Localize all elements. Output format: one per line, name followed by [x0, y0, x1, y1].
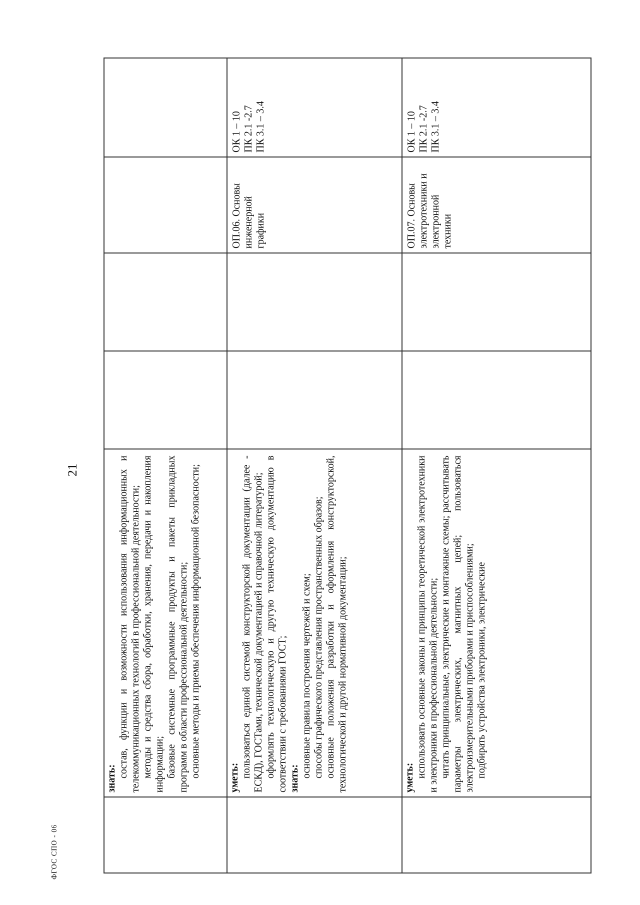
discipline-cell [227, 157, 402, 253]
empty-cell [104, 797, 227, 873]
requirements-cell [227, 449, 402, 797]
empty-cell [402, 351, 591, 449]
discipline-name [104, 158, 108, 253]
know-heading: знать: [289, 764, 300, 793]
empty-cell [402, 797, 591, 873]
empty-cell [227, 351, 402, 449]
curriculum-table [103, 58, 591, 874]
can-heading: уметь: [404, 762, 415, 793]
competencies-cell [227, 58, 402, 157]
can-heading: уметь: [229, 762, 240, 793]
rotated-page [50, 53, 590, 888]
competencies [104, 59, 108, 157]
discipline-name: ОП.07. Основы электротехники и электронной техники [406, 173, 453, 249]
requirements-cell [104, 449, 227, 797]
empty-cell [104, 253, 227, 351]
table-row [104, 58, 227, 873]
know-item: способы графического представления пространственных образов; [313, 496, 324, 779]
document-code: ФГОС СПО - 06 [50, 824, 58, 880]
empty-cell [104, 351, 227, 449]
competencies-cell [104, 58, 227, 157]
discipline-cell [104, 157, 227, 253]
can-item: оформлять технологическую и другую техническую документацию в соответствии с требованиями ГОСТ; [265, 455, 288, 793]
requirements-cell [402, 449, 591, 797]
competencies-cell [402, 58, 591, 157]
competency-item: ПК 3.1 – 3.4 [255, 101, 266, 153]
can-item: использовать основные законы и принципы теоретической электротехники и электроники в профессиональной деятельности; [416, 455, 439, 793]
competency-item: ПК 2.1 -2.7 [418, 105, 429, 153]
competency-item: ОК 1 – 10 [406, 111, 417, 153]
empty-cell [402, 253, 591, 351]
discipline-name: ОП.06. Основы инженерной графики [231, 183, 266, 249]
discipline-cell [402, 157, 591, 253]
table-row [402, 58, 591, 873]
know-item: базовые системные программные продукты и пакеты прикладных программ в области профессиональной деятельности; [166, 455, 189, 793]
competency-item: ОК 1 – 10 [231, 111, 242, 153]
can-item: пользоваться единой системой конструкторской документации (далее - ЕСКД), ГОСТами, технической документацией и справочной литературой; [241, 455, 264, 793]
can-item: читать принципиальные, электрические и монтажные схемы; рассчитывать параметры электрических, магнитных цепей; пользоваться электроизмерительными приборами и приспособлениями; [440, 455, 475, 793]
know-item: основные положения разработки и оформления конструкторской, технологической и другой нормативной документации; [325, 455, 348, 793]
can-item: подбирать устройства электроники, электрические [476, 562, 487, 779]
empty-cell [227, 253, 402, 351]
competency-item: ПК 2.1 -2.7 [243, 105, 254, 153]
know-item: методы и средства сбора, обработки, хранения, передачи и накопления информации; [142, 455, 165, 793]
empty-cell [227, 797, 402, 873]
table-row [227, 58, 402, 873]
know-item: основные правила построения чертежей и схем; [301, 573, 312, 779]
page-number: 21 [64, 463, 79, 477]
know-item: основные методы и приемы обеспечения информационной безопасности; [190, 464, 201, 779]
know-item: состав, функции и возможности использования информационных и телекоммуникационных технологий в профессиональной деятельности; [118, 455, 141, 793]
competency-item: ПК 3.1 – 3.4 [430, 101, 441, 153]
know-heading: знать: [106, 764, 117, 793]
